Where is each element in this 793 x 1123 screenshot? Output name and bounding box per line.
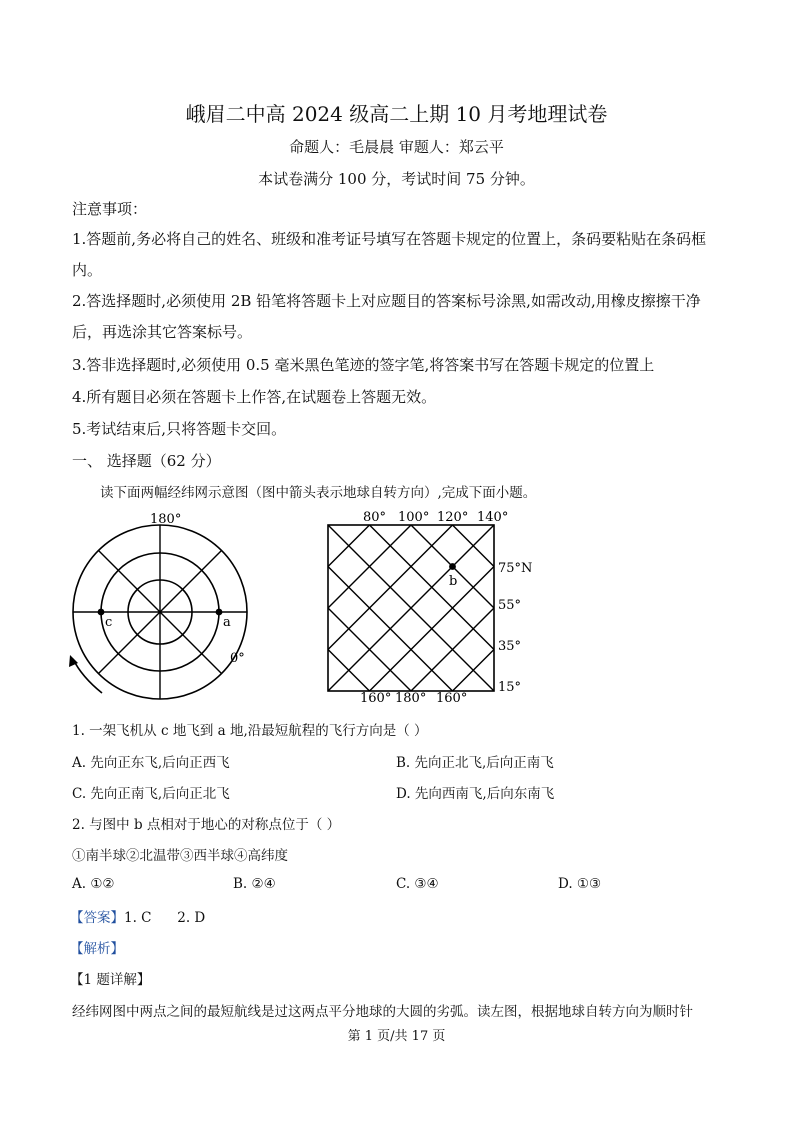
label-0: 0° xyxy=(230,651,245,666)
point-a-label: a xyxy=(223,615,231,630)
q1-option-c: C. 先向正南飞,后向正北飞 xyxy=(72,786,230,802)
q2-option-b: B. ②④ xyxy=(233,876,276,892)
analysis-tag: 【解析】 xyxy=(70,941,124,957)
point-a-dot xyxy=(216,609,223,616)
exam-info: 本试卷满分 100 分，考试时间 75 分钟。 xyxy=(258,170,535,188)
bottom-label-160-right: 160° xyxy=(436,691,468,706)
question-2-stem: 2. 与图中 b 点相对于地心的对称点位于（ ） xyxy=(72,817,341,833)
right-label-35: 35° xyxy=(498,639,522,654)
note-item-1: 1.答题前,务必将自己的姓名、班级和准考证号填写在答题卡规定的位置上，条码要粘贴在条码框内。 xyxy=(72,230,707,279)
point-b-label: b xyxy=(449,574,458,589)
q1-option-a: A. 先向正东飞,后向正西飞 xyxy=(72,755,230,771)
detail-tag: 【1 题详解】 xyxy=(70,972,151,988)
answer-tag: 【答案】 xyxy=(70,910,124,926)
rect-graticule-figure xyxy=(320,507,540,707)
question-2-sub: ①南半球②北温带③西半球④高纬度 xyxy=(72,848,288,864)
detail-text: 经纬网图中两点之间的最短航线是过这两点平分地球的大圆的劣弧。读左图，根据地球自转方向为顺时针 xyxy=(72,1004,693,1020)
note-item-2: 2.答选择题时,必须使用 2B 铅笔将答题卡上对应题目的答案标号涂黑,如需改动,用橡皮擦擦干净后，再选涂其它答案标号。 xyxy=(72,292,701,341)
page-title: 峨眉二中高 2024 级高二上期 10 月考地理试卷 xyxy=(185,102,608,126)
right-label-15: 15° xyxy=(498,680,522,695)
point-b-dot xyxy=(449,563,456,570)
right-label-55: 55° xyxy=(498,598,522,613)
top-label-100: 100° xyxy=(398,510,430,525)
bottom-label-160-left: 160° xyxy=(360,691,392,706)
answer-text: 1. C 2. D xyxy=(124,910,206,926)
top-label-80: 80° xyxy=(363,510,387,525)
notes-heading: 注意事项： xyxy=(72,200,148,218)
section-intro: 读下面两幅经纬网示意图（图中箭头表示地球自转方向）,完成下面小题。 xyxy=(100,485,537,501)
point-c-dot xyxy=(98,609,105,616)
q1-option-d: D. 先向西南飞,后向东南飞 xyxy=(396,786,555,802)
bottom-label-180: 180° xyxy=(395,691,427,706)
note-item-5: 5.考试结束后,只将答题卡交回。 xyxy=(72,420,287,438)
section-heading: 一、 选择题（62 分） xyxy=(72,452,221,470)
label-180: 180° xyxy=(150,512,182,527)
authors-line: 命题人：毛晨晨 审题人：郑云平 xyxy=(289,138,504,156)
rotation-arrow xyxy=(73,659,102,693)
q1-option-b: B. 先向正北飞,后向正南飞 xyxy=(396,755,554,771)
page-footer: 第 1 页/共 17 页 xyxy=(347,1029,446,1044)
note-item-3: 3.答非选择题时,必须使用 0.5 毫米黑色笔迹的签字笔,将答案书写在答题卡规定的位置上 xyxy=(72,356,655,374)
question-1-stem: 1. 一架飞机从 c 地飞到 a 地,沿最短航程的飞行方向是（ ） xyxy=(72,723,428,739)
right-label-75n: 75°N xyxy=(498,561,533,576)
point-c-label: c xyxy=(105,615,113,630)
top-label-140: 140° xyxy=(477,510,509,525)
note-item-4: 4.所有题目必须在答题卡上作答,在试题卷上答题无效。 xyxy=(72,388,437,406)
q2-option-c: C. ③④ xyxy=(396,876,439,892)
answer-block xyxy=(70,906,205,926)
q2-option-d: D. ①③ xyxy=(558,876,602,892)
top-label-120: 120° xyxy=(437,510,469,525)
q2-option-a: A. ①② xyxy=(72,876,115,892)
polar-graticule-figure xyxy=(60,505,290,705)
